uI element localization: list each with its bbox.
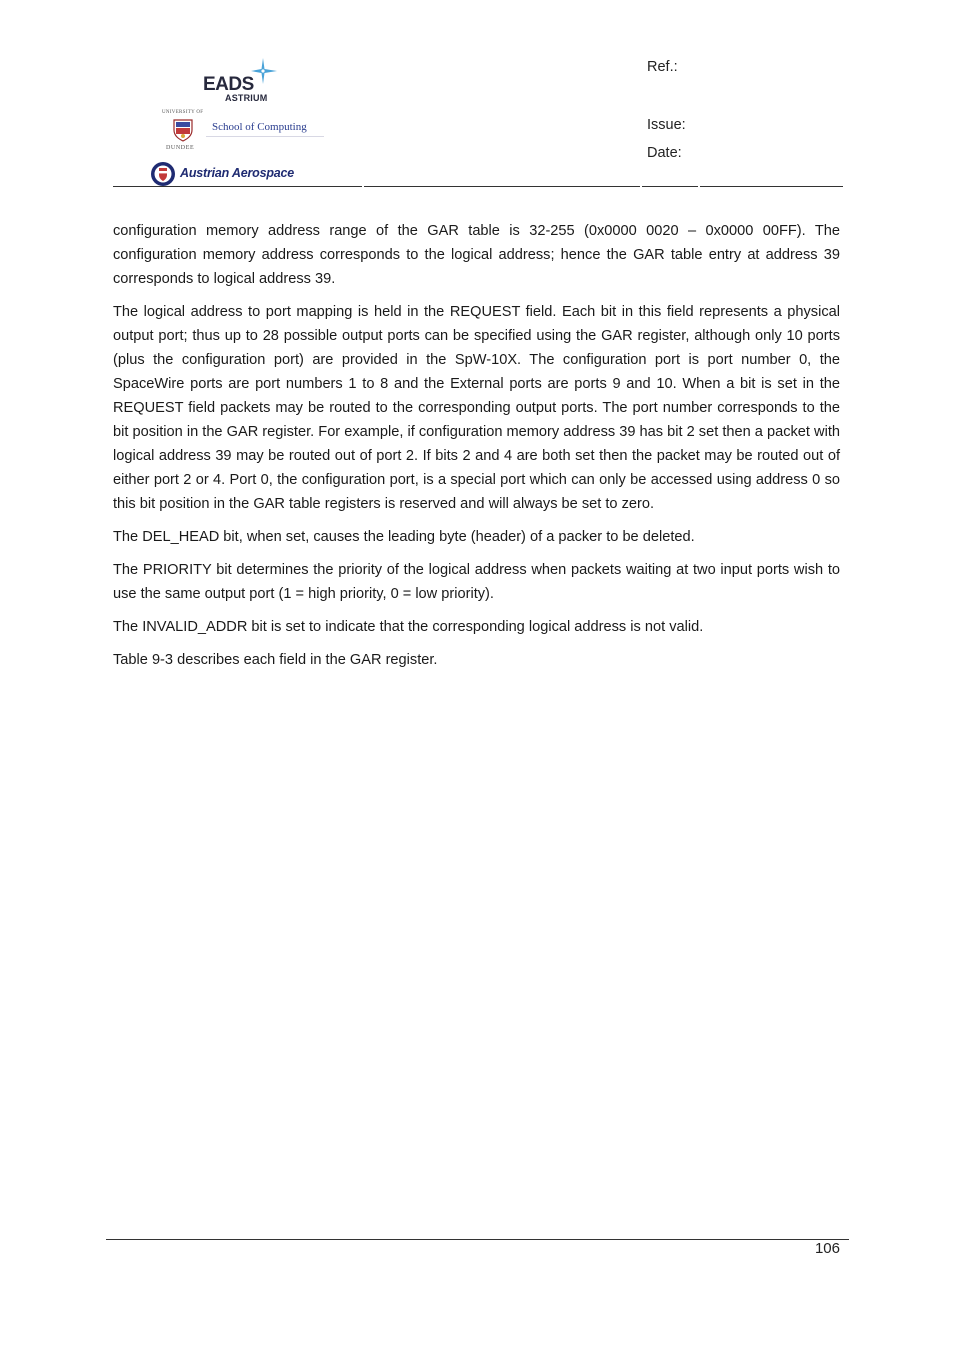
body-paragraph: configuration memory address range of the GAR table is 32-255 (0x0000 0020 – 0x0000 00FF). The configuration memory address corresponds to the logical address; hence the GAR table entry at address 39 corresponds to logical address 39.	[113, 223, 840, 287]
date-label: Date:	[647, 145, 682, 161]
header-rule-segment-3	[642, 186, 698, 187]
body-paragraph: Table 9-3 describes each field in the GAR register.	[113, 652, 438, 668]
crest-icon	[172, 118, 194, 142]
body-paragraph: The INVALID_ADDR bit is set to indicate that the corresponding logical address is not valid.	[113, 619, 704, 635]
eads-wordmark: EADS	[203, 74, 254, 95]
body-paragraph: The PRIORITY bit determines the priority of the logical address when packets waiting at two input ports wish to use the same output port (1 = high priority, 0 = low priority).	[113, 562, 840, 602]
document-body	[113, 219, 840, 681]
school-of-computing-text: School of Computing	[212, 121, 307, 133]
footer-rule	[106, 1239, 849, 1240]
austrian-emblem-icon	[150, 160, 178, 188]
dundee-crest-top-text: UNIVERSITY OF	[162, 110, 204, 115]
header-rule-segment-4	[700, 186, 843, 187]
header-rule-segment-2	[364, 186, 640, 187]
body-paragraph: The logical address to port mapping is held in the REQUEST field. Each bit in this field represents a physical output port; thus up to 28 possible output ports can be specified using the GAR register, although only 10 ports (plus the configuration port) are provided in the SpW-10X. The configuration port is port number 0, the SpaceWire ports are port numbers 1 to 8 and the External ports are ports 9 and 10. When a bit is set in the REQUEST field packets may be routed to the corresponding output ports. The port number corresponds to the bit position in the GAR register. For example, if configuration memory address 39 has bit 2 set then a packet with logical address 39 may be routed out of port 2. If bits 2 and 4 are both set then the packet may be routed out of either port 2 or 4. Port 0, the configuration port, is a special port which can only be accessed using address 0 so this bit position in the GAR table registers is reserved and will always be set to zero.	[113, 304, 840, 512]
astrium-wordmark: ASTRIUM	[225, 93, 268, 103]
dundee-school-logo	[150, 110, 330, 156]
page-number: 106	[814, 1240, 840, 1257]
austrian-aerospace-logo	[150, 160, 340, 188]
header-rule-segment-1	[113, 186, 362, 187]
dundee-crest-bottom-text: DUNDEE	[166, 145, 195, 151]
ref-label: Ref.:	[647, 59, 678, 75]
logo-underline	[206, 136, 324, 137]
eads-astrium-logo	[203, 58, 283, 108]
body-paragraph: The DEL_HEAD bit, when set, causes the leading byte (header) of a packer to be deleted.	[113, 529, 695, 545]
austrian-aerospace-wordmark: Austrian Aerospace	[180, 166, 295, 180]
issue-label: Issue:	[647, 117, 686, 133]
